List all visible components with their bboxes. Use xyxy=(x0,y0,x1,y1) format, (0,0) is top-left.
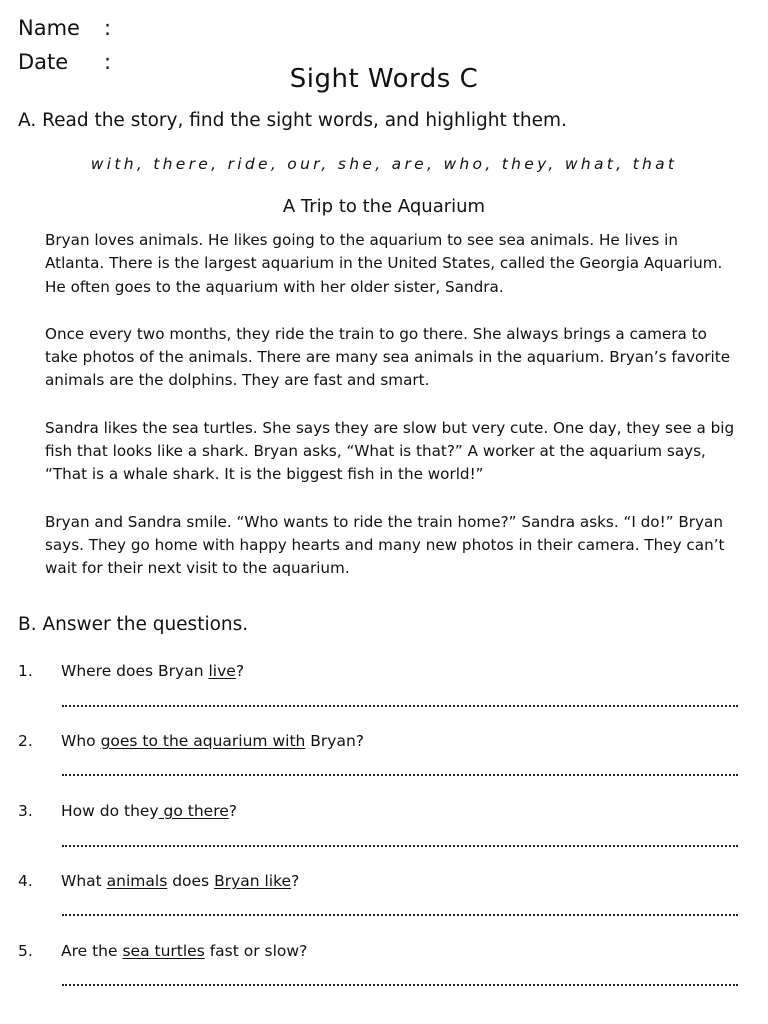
section-a-heading: A. Read the story, find the sight words, and highlight them. xyxy=(18,110,567,131)
key-phrase: live xyxy=(208,662,236,680)
answer-line[interactable] xyxy=(62,845,738,847)
key-phrase: go there xyxy=(158,802,229,820)
question-number: 3. xyxy=(18,802,33,820)
story-paragraph: Once every two months, they ride the train to go there. She always brings a camera to take photos of the animals. There are many sea animals in the aquarium. Bryan’s favorite animals are the dolphins. They are fast and smart. xyxy=(45,324,731,390)
question-text xyxy=(61,802,237,820)
question-text xyxy=(61,662,244,680)
question-text-part: ? xyxy=(235,662,245,680)
story-paragraph: Sandra likes the sea turtles. She says they are slow but very cute. One day, they see a big fish that looks like a shark. Bryan asks, “What is that?” A worker at the aquarium says, “That is a whale shark. It is the biggest fish in the world!” xyxy=(45,418,735,484)
question-text-part: does xyxy=(167,872,215,890)
question-text-part: How do they xyxy=(61,802,159,820)
question-text xyxy=(61,942,307,960)
question-text-part: ? xyxy=(228,802,238,820)
question-text-part: ? xyxy=(291,872,300,890)
question-text-part: Where does Bryan xyxy=(61,662,209,680)
worksheet-title: Sight Words C xyxy=(289,64,479,94)
question-number: 4. xyxy=(18,872,33,890)
section-b-heading: B. Answer the questions. xyxy=(18,614,249,635)
question-text-part: Are the xyxy=(61,942,123,960)
question-number: 1. xyxy=(18,662,33,680)
question-text-part: What xyxy=(61,872,107,890)
question-text-part: Bryan? xyxy=(305,732,365,750)
answer-line[interactable] xyxy=(62,774,738,776)
word-bank: with, there, ride, our, she, are, who, they, what, that xyxy=(90,155,678,173)
story-title: A Trip to the Aquarium xyxy=(282,196,486,217)
question-text-part: fast or slow? xyxy=(204,942,308,960)
question-text-part: Who xyxy=(61,732,101,750)
date-colon: : xyxy=(104,50,112,74)
key-phrase: animals xyxy=(106,872,168,890)
name-label: Name xyxy=(18,16,80,40)
story-body xyxy=(45,229,741,605)
answer-line[interactable] xyxy=(62,705,738,707)
story-paragraph: Bryan loves animals. He likes going to the aquarium to see sea animals. He lives in Atlanta. There is the largest aquarium in the United States, called the Georgia Aquarium. He often goes to the aquarium with her older sister, Sandra. xyxy=(45,231,723,296)
key-phrase: sea turtles xyxy=(122,942,205,960)
key-phrase: goes to the aquarium with xyxy=(100,732,306,750)
question-number: 5. xyxy=(18,942,33,960)
key-phrase: Bryan like xyxy=(214,872,292,890)
story-paragraph: Bryan and Sandra smile. “Who wants to ride the train home?” Sandra asks. “I do!” Bryan says. They go home with happy hearts and many new photos in their camera. They can’t wait for their next visit to the aquarium. xyxy=(45,512,725,578)
answer-line[interactable] xyxy=(62,984,738,986)
date-label: Date xyxy=(18,50,69,74)
name-colon: : xyxy=(104,16,112,40)
answer-line[interactable] xyxy=(62,914,738,916)
question-text xyxy=(61,872,299,890)
question-text xyxy=(61,732,364,750)
question-number: 2. xyxy=(18,732,33,750)
